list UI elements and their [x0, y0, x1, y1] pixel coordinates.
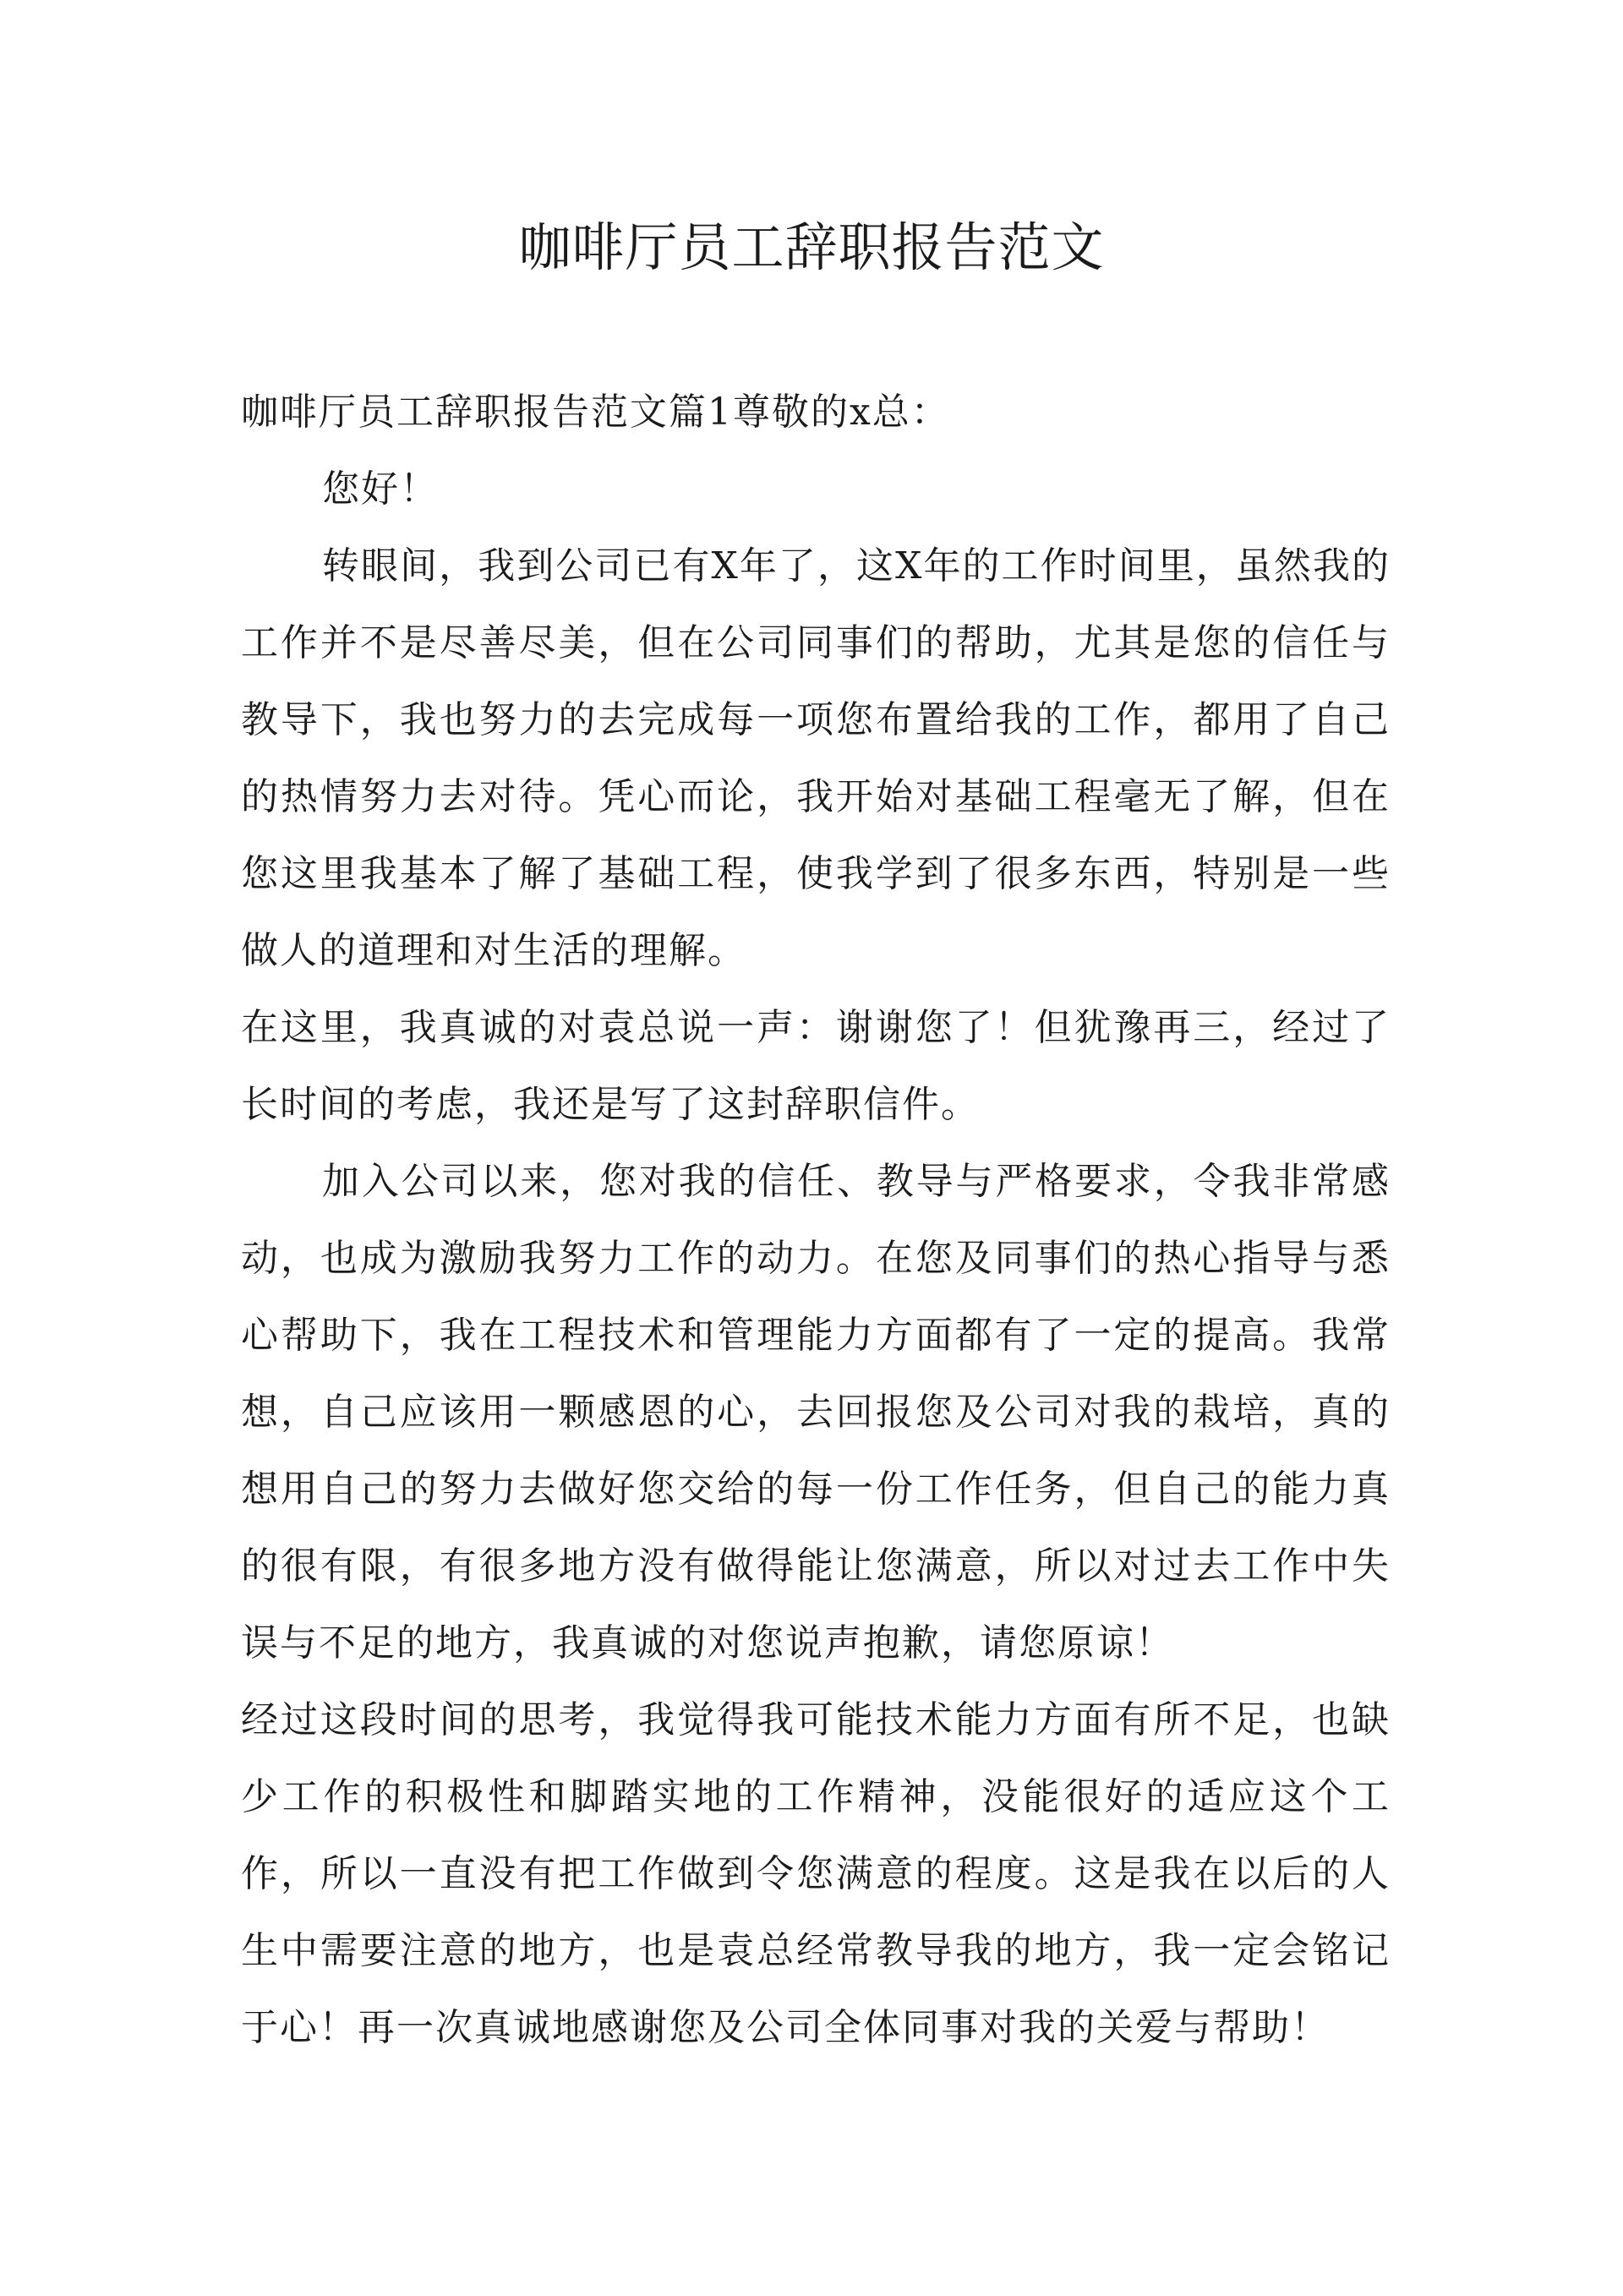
paragraph-decision: 在这里，我真诚的对袁总说一声：谢谢您了！但犹豫再三，经过了长时间的考虑，我还是写了这封辞职信件。 — [241, 1006, 1391, 1126]
document-title: 咖啡厅员工辞职报告范文 — [518, 216, 1105, 278]
document-body — [241, 374, 1391, 2066]
paragraph-gratitude: 转眼间，我到公司已有X年了，这X年的工作时间里，虽然我的工作并不是尽善尽美，但在公司同事们的帮助，尤其是您的信任与教导下，我也努力的去完成每一项您布置给我的工作，都用了自己的热情努力去对待。凭心而论，我开始对基础工程毫无了解，但在您这里我基本了解了基础工程，使我学到了很多东西，特别是一些做人的道理和对生活的理解。 — [241, 544, 1391, 972]
paragraph-reflection: 经过这段时间的思考，我觉得我可能技术能力方面有所不足，也缺少工作的积极性和脚踏实地的工作精神，没能很好的适应这个工作，所以一直没有把工作做到令您满意的程度。这是我在以后的人生中需要注意的地方，也是袁总经常教导我的地方，我一定会铭记于心！再一次真诚地感谢您及公司全体同事对我的关爱与帮助！ — [241, 1698, 1391, 2049]
paragraph-greeting-line: 咖啡厅员工辞职报告范文篇1尊敬的x总： — [241, 391, 950, 434]
paragraph-salutation: 您好！ — [322, 467, 439, 511]
paragraph-apology: 加入公司以来，您对我的信任、教导与严格要求，令我非常感动，也成为激励我努力工作的动力。在您及同事们的热心指导与悉心帮助下，我在工程技术和管理能力方面都有了一定的提高。我常想，自己应该用一颗感恩的心，去回报您及公司对我的栽培，真的想用自己的努力去做好您交给的每一份工作任务，但自己的能力真的很有限，有很多地方没有做得能让您满意，所以对过去工作中失误与不足的地方，我真诚的对您说声抱歉，请您原谅！ — [241, 1160, 1391, 1665]
